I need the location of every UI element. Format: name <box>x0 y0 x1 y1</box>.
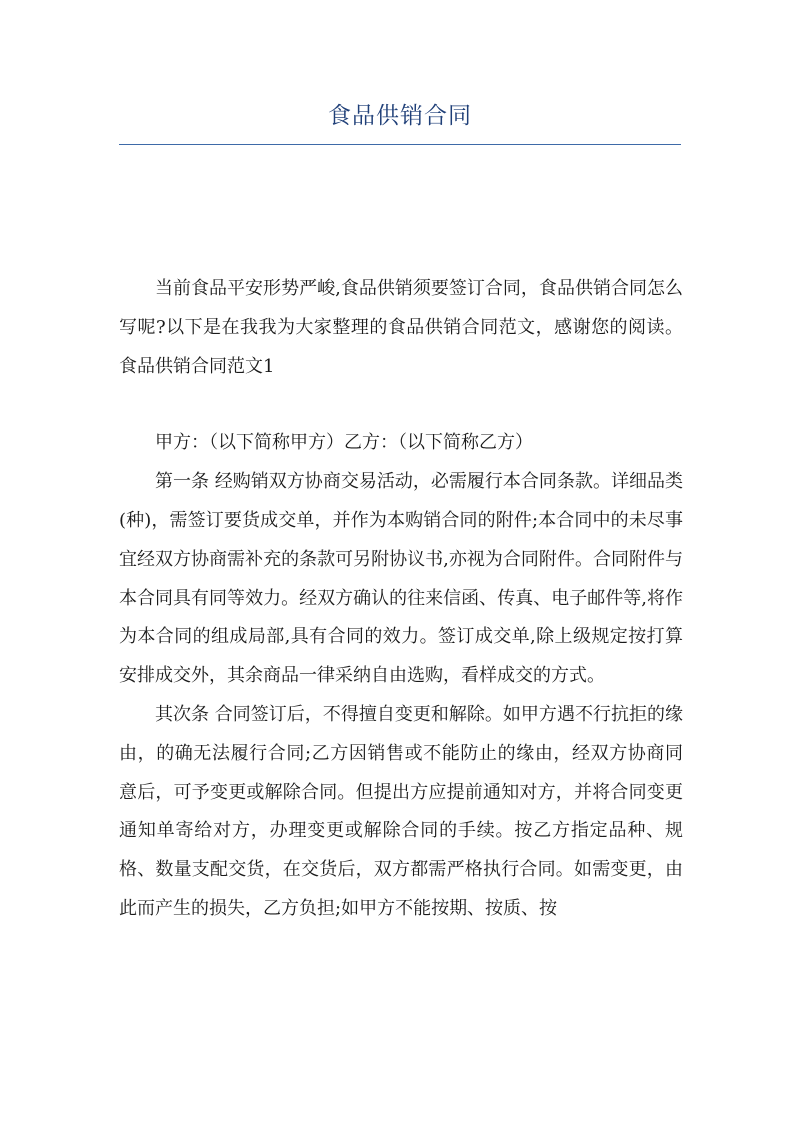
article-one-paragraph: 第一条 经购销双方协商交易活动，必需履行本合同条款。详细品类(种)，需签订要货成交单，并作为本购销合同的附件;本合同中的未尽事宜经双方协商需补充的条款可另附协议书,亦视为合同附件。合同附件与本合同具有同等效力。经双方确认的往来信函、传真、电子邮件等,将作为本合同的组成局部,具有合同的效力。签订成交单,除上级规定按打算安排成交外，其余商品一律采纳自由选购，看样成交的方式。 <box>119 471 683 687</box>
document-title: 食品供销合同 <box>328 103 472 129</box>
document-body <box>119 270 683 929</box>
parties-paragraph: 甲方：（以下简称甲方）乙方：（以下简称乙方） <box>155 432 533 454</box>
title-underline <box>119 144 681 145</box>
article-two-paragraph: 其次条 合同签订后，不得擅自变更和解除。如甲方遇不行抗拒的缘由，的确无法履行合同;乙方因销售或不能防止的缘由，经双方协商同意后，可予变更或解除合同。但提出方应提前通知对方，并将合同变更通知单寄给对方，办理变更或解除合同的手续。按乙方指定品种、规格、数量支配交货，在交货后，双方都需严格执行合同。如需变更，由此而产生的损失，乙方负担;如甲方不能按期、按质、按 <box>119 703 683 919</box>
intro-paragraph: 当前食品平安形势严峻,食品供销须要签订合同，食品供销合同怎么写呢?以下是在我我为大家整理的食品供销合同范文，感谢您的阅读。食品供销合同范文1 <box>119 278 683 377</box>
